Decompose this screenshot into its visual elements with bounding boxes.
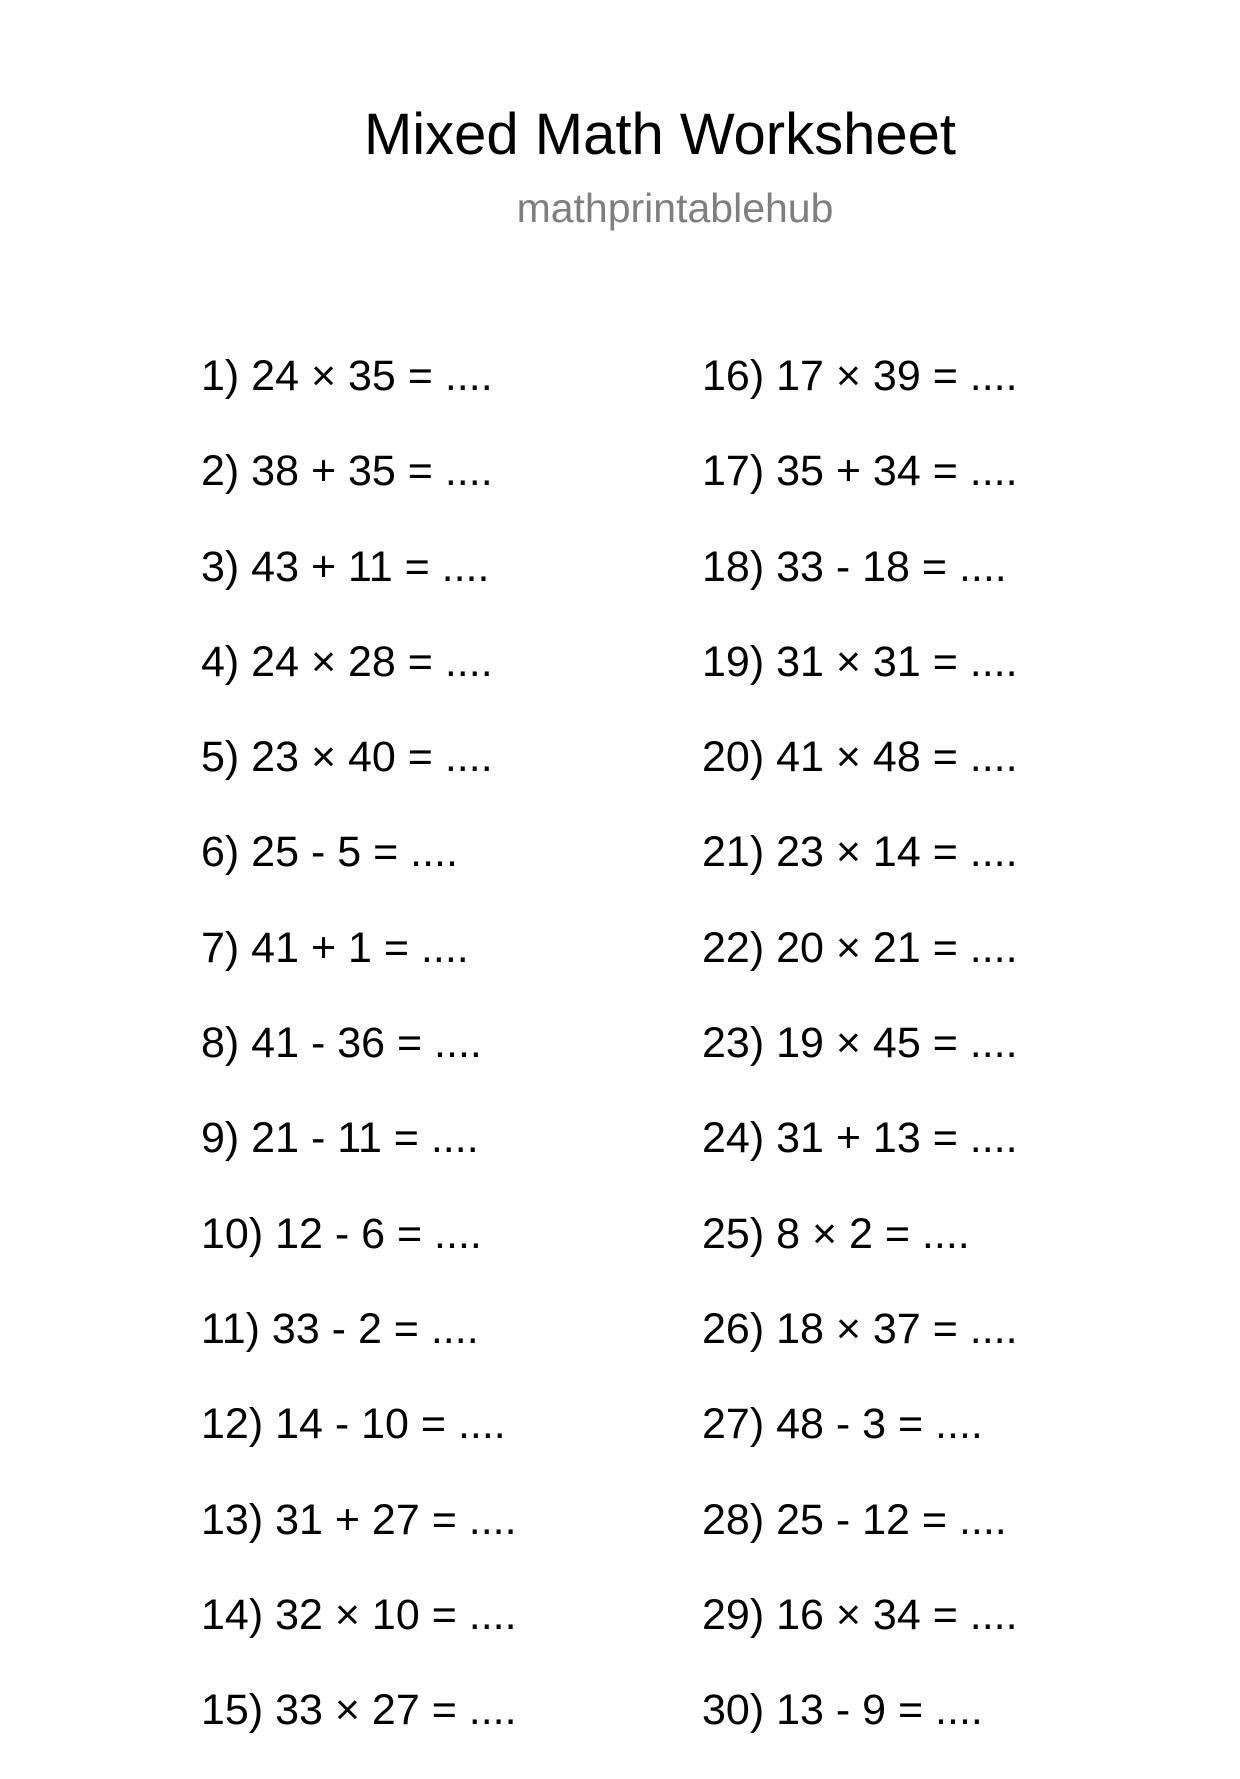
- problem-23: 23) 19 × 45 = ....: [702, 1019, 1018, 1068]
- problem-2: 2) 38 + 35 = ....: [201, 447, 493, 496]
- problem-30: 30) 13 - 9 = ....: [702, 1686, 983, 1735]
- problem-column-right: [702, 350, 1018, 1779]
- problem-7: 7) 41 + 1 = ....: [201, 923, 469, 972]
- problem-5: 5) 23 × 40 = ....: [201, 733, 493, 782]
- worksheet-subtitle: mathprintablehub: [516, 185, 834, 231]
- problem-29: 29) 16 × 34 = ....: [702, 1590, 1018, 1639]
- problem-19: 19) 31 × 31 = ....: [702, 637, 1018, 686]
- problem-16: 16) 17 × 39 = ....: [702, 352, 1018, 400]
- problem-28: 28) 25 - 12 = ....: [702, 1495, 1007, 1544]
- problem-20: 20) 41 × 48 = ....: [702, 733, 1018, 782]
- problem-22: 22) 20 × 21 = ....: [702, 923, 1018, 972]
- worksheet-title: Mixed Math Worksheet: [363, 102, 957, 167]
- problem-11: 11) 33 - 2 = ....: [201, 1304, 479, 1353]
- problem-3: 3) 43 + 11 = ....: [201, 542, 490, 591]
- problem-4: 4) 24 × 28 = ....: [201, 637, 493, 686]
- problem-10: 10) 12 - 6 = ....: [201, 1209, 482, 1258]
- problem-17: 17) 35 + 34 = ....: [702, 447, 1018, 496]
- problem-column-left: [201, 350, 517, 1779]
- problem-18: 18) 33 - 18 = ....: [702, 542, 1007, 591]
- problem-13: 13) 31 + 27 = ....: [201, 1495, 517, 1544]
- problem-21: 21) 23 × 14 = ....: [702, 828, 1018, 877]
- problem-24: 24) 31 + 13 = ....: [702, 1114, 1018, 1163]
- problem-8: 8) 41 - 36 = ....: [201, 1019, 482, 1068]
- problem-9: 9) 21 - 11 = ....: [201, 1114, 479, 1163]
- problem-14: 14) 32 × 10 = ....: [201, 1590, 517, 1639]
- problem-26: 26) 18 × 37 = ....: [702, 1304, 1018, 1353]
- problem-27: 27) 48 - 3 = ....: [702, 1400, 983, 1449]
- problem-25: 25) 8 × 2 = ....: [702, 1209, 970, 1258]
- problem-1: 1) 24 × 35 = ....: [201, 352, 493, 400]
- problem-15: 15) 33 × 27 = ....: [201, 1686, 517, 1735]
- problem-6: 6) 25 - 5 = ....: [201, 828, 458, 877]
- problem-12: 12) 14 - 10 = ....: [201, 1400, 506, 1449]
